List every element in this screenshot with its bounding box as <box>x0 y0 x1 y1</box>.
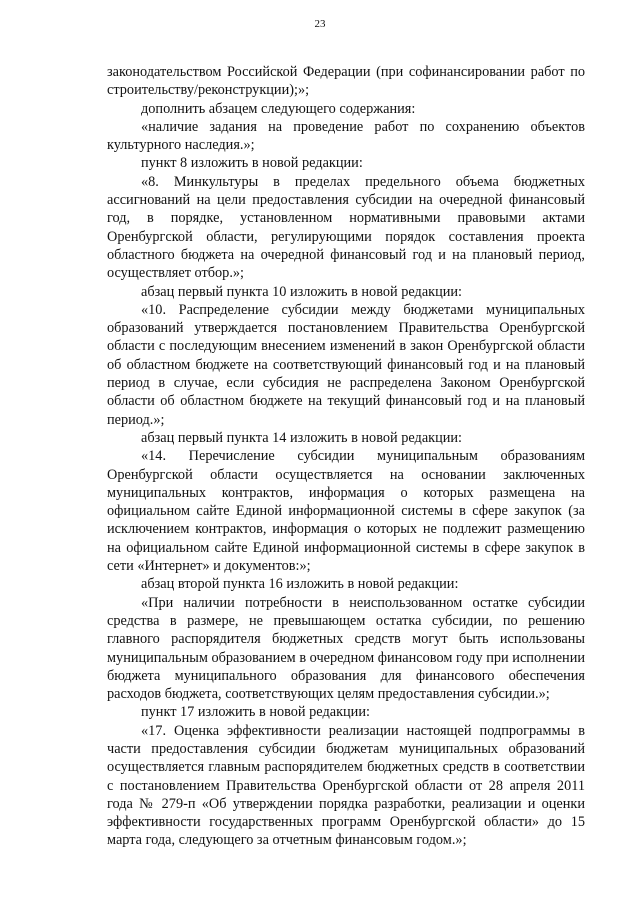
paragraph-3: «наличие задания на проведение работ по сохранению объектов культурного наследия.»; <box>107 118 585 154</box>
paragraph-8: абзац первый пункта 14 изложить в новой редакции: <box>141 429 463 446</box>
document-body <box>107 63 585 850</box>
paragraph-7: «10. Распределение субсидии между бюджетами муниципальных образований утверждается постановлением Правительства Оренбургской области с последующим внесением изменений в закон Оренбургской области об областном бюджете на соответствующий финансовый год и на плановый период в случае, если субсидия не распределена Законом Оренбургской области об областном бюджете на текущий финансовый год и на плановый период.»; <box>107 301 585 428</box>
paragraph-5: «8. Минкультуры в пределах предельного объема бюджетных ассигнований на цели предоставления субсидии на очередной финансовый год, в порядке, установленном нормативными правовыми актами Оренбургской области, регулирующими порядок составления проекта областного бюджета на очередной финансовый год и на плановый период, осуществляет отбор.»; <box>107 173 585 282</box>
paragraph-4: пункт 8 изложить в новой редакции: <box>141 155 363 172</box>
paragraph-2: дополнить абзацем следующего содержания: <box>141 100 416 117</box>
paragraph-11: «При наличии потребности в неиспользованном остатке субсидии средства в размере, не превышающем остатка субсидии, по решению главного распорядителя бюджетных средств могут быть использованы муниципальным образованием в очередном финансовом году при исполнении бюджета муниципального образования для финансового обеспечения расходов бюджета, соответствующих целям предоставления субсидии.»; <box>107 594 585 703</box>
paragraph-13: «17. Оценка эффективности реализации настоящей подпрограммы в части предоставления субсидии бюджетам муниципальных образований осуществляется главным распорядителем бюджетных средств в соответствии с постановлением Правительства Оренбургской области от 28 апреля 2011 года № 279-п «Об утверждении порядка разработки, реализации и оценки эффективности государственных программ Оренбургской области» до 15 марта года, следующего за отчетным финансовым годом.»; <box>107 722 585 849</box>
page-number: 23 <box>314 18 326 30</box>
paragraph-1: законодательством Российской Федерации (при софинансировании работ по строительству/реконструкции);»; <box>107 64 585 99</box>
paragraph-12: пункт 17 изложить в новой редакции: <box>141 704 370 721</box>
paragraph-10: абзац второй пункта 16 изложить в новой редакции: <box>141 576 459 593</box>
paragraph-6: абзац первый пункта 10 изложить в новой редакции: <box>141 283 463 300</box>
paragraph-9: «14. Перечисление субсидии муниципальным образованиям Оренбургской области осуществляется на основании заключенных муниципальных контрактов, информация о которых размещена на официальном сайте Единой информационной системы в сфере закупок (за исключением контрактов, информация о которых не подлежит размещению на официальном сайте Единой информационной системы в сфере закупок в сети «Интернет» и документов:»; <box>107 448 585 575</box>
